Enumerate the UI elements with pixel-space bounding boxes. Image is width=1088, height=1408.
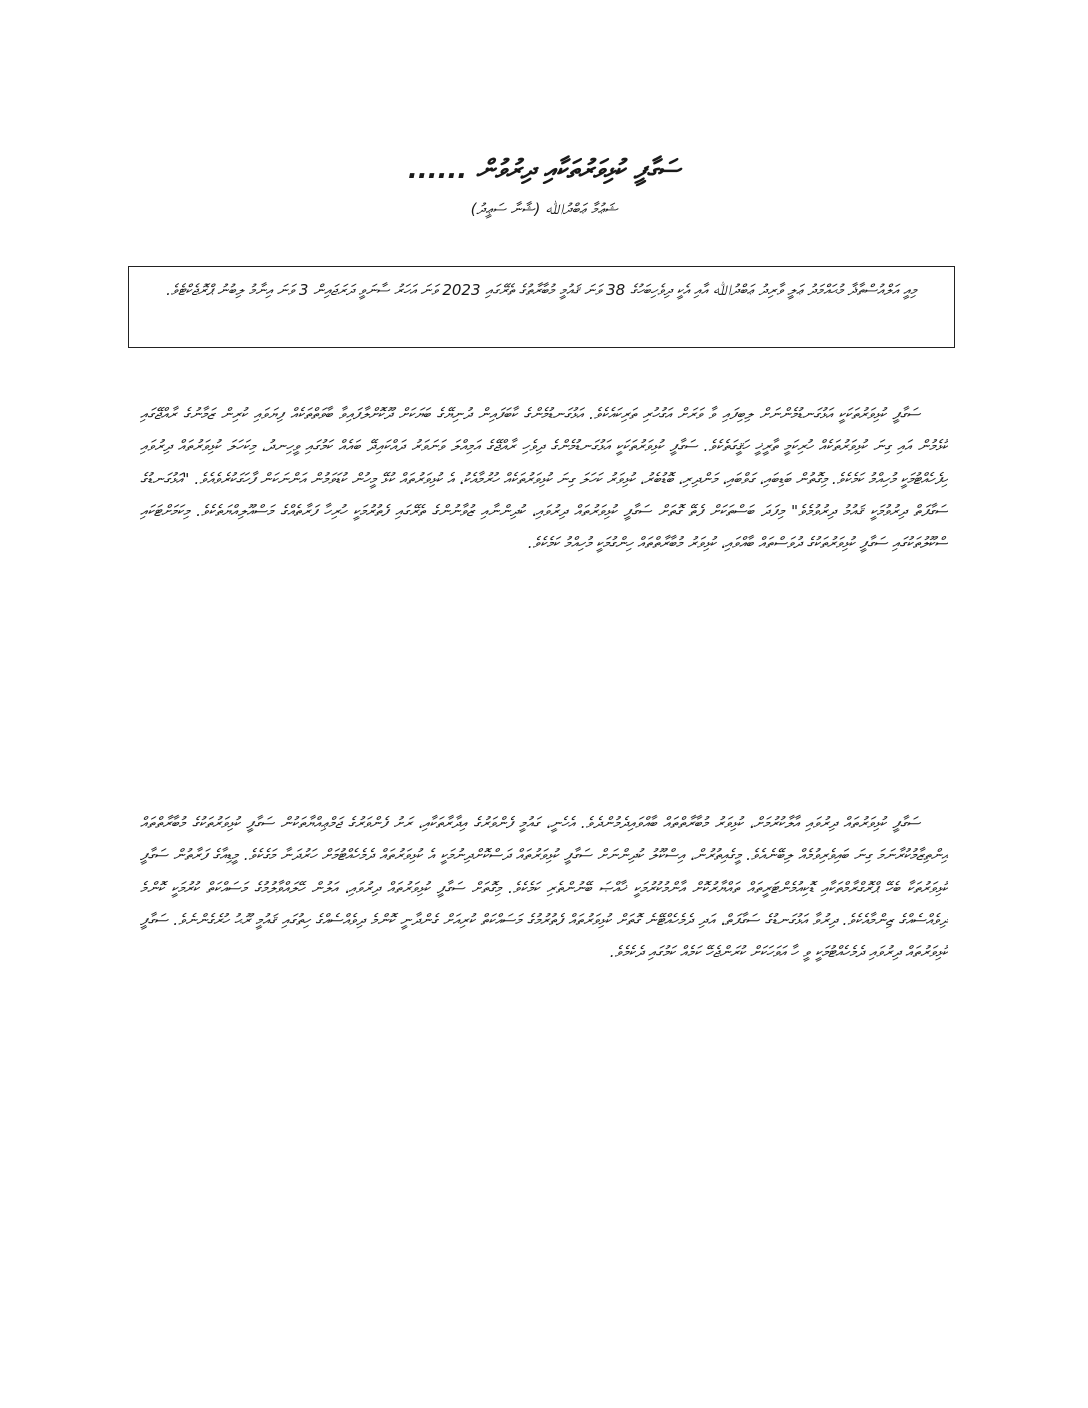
body-paragraph: ސަގާފީ ކުޅިވަރުތަކަކީ އަޅުގަނޑުމެންނަށް ލިބިފައި ވާ ވަރަށް އަގުހުރި ތަރިކައެކެވެ. އަޅުގަނޑުމެންގެ ކާބަފައިން ދުނިޔޭގެ ބަޔަކަށް ދޫކޮށްލާފައިވާ ބާވަތްތަކެއް ފިޔަވައި ކުރިން ޒަމާނުގެ ރާއްޖޭގައި ކުޅެމުން އައި ގިނަ ކުޅިވަރުތަކެއް ހުރިކަމީ ތާރީޚީ ހަޤީގަތެކެވެ. ސަގާފީ ކުޅިވަރުތަކަކީ އަޅުގަނޑުމެންގެ ދިވެހި ރާއްޖޭގެ އަމިއްލަ ވަނަވަރު ދައްކައިދޭ ބައެއް ކަމުގައި ވީހިނދު، މިކަހަލަ ކުޅިވަރުތައް ދިރުވައި ހިފެހެއްޓުމަކީ މުހިއްމު ކަމެކެވެ. މިގޮތުން ބަޑިބައި، ގަވްބައި، މަންދިރި، ބޮޑުބެރު، ކުޅިވަރު ކަހަލަ ގިނަ ކުޅިވަރުތަކެއް ހުރުމާއެކު، އެ ކުޅިވަރުތައް ކުޅޭ މީހުން ކުޑަވަމުން އަންނަކަން ފާހަގަކުރެވެއެވެ. "އަޅުގަނޑުގެ ސަގާފަތް ދިރުވުމަކީ ޤައުމު ދިރުވުމެވެ" މިފަދަ ބަސްތަކަށް ފެތޭ ގޮތަށް ސަގާފީ ކުޅިވަރުތައް ދިރުވައި، ކުދިންނާއި ޒުވާނުންގެ ތެރޭގައި ފެތުރުމަކީ ހުރިހާ ފަރާތެއްގެ މަސްއޫލިއްޔަތެކެވެ. މިކަމަށްޓަކައި ސްކޫލުތަކުގައި ސަގާފީ ކުޅިވަރުތަކުގެ ދުވަސްތައް ބާއްވައި، ކުޅިވަރު މުބާރާތްތައް ހިންގުމަކީ މުހިއްމު ކަމެކެވެ. — [140, 405, 948, 553]
article-title: ސަގާފީ ކުޅިވަރުތަކާއި ދިރުވުން ...... — [407, 155, 681, 185]
author-byline: ޝަޢުމާ ޢަބްދުﷲ (ޝާނާ ސަޢީދު) — [470, 200, 618, 218]
abstract-text: މިއީ އަލްއުސްތާޛާ މުޙައްމަދު ޢަލީ ވާރިދު ޢަބްދުﷲ އާއި އެކީ ދިވެހިބަހުގެ 38 ވަނަ ޤައުމީ މުބާރާތުގެ ތެރޭގައި 2023 ވަނަ އަހަރު ސާނަވީ ދަރަޖައިން 3 ވަނަ އިނާމު ލިބުނު ޕްރޮޖެކްޓެވެ. — [166, 281, 917, 299]
abstract-box — [128, 266, 955, 348]
body-paragraph: ސަގާފީ ކުޅިވަރުތައް ދިރުވައި އާލާކުރުމަށް، ކުޅިވަރު މުބާރާތްތައް ބާއްވައިދެމުންދެވެ. އެހެނީ، ގައުމީ ފެންވަރުގެ އިދާރާތަކާއި، ރަށު ފެންވަރުގެ ޖަމްޢިއްޔާތަކުން ސަގާފީ ކުޅިވަރުތަކުގެ މުބާރާތްތައް އިންތިޒާމުކުރާނަމަ ގިނަ ބައިވެރިވުމެއް ލިބޭނެއެވެ. މީގެއިތުރުން، އިސްކޫލު ކުދިންނަށް ސަގާފީ ކުޅިވަރުތައް ދަސްކޮށްދިނުމަކީ އެ ކުޅިވަރުތައް ދެމެހެއްޓުމަށް ހަރުދަނާ މަގެކެވެ. މީޑިއާގެ ފަރާތުން ސަގާފީ ކުޅިވަރުތަކާ ބެހޭ ޕްރޮގްރާމްތަކާއި ޑޮކިއުމެންޓަރީތައް ތައްޔާރުކޮށް އާންމުކުރުމަކީ ޚާއްޞަ ބޭނުންތެރި ކަމެކެވެ. މިގޮތަށް ސަގާފީ ކުޅިވަރުތައް ދިރުވައި، އަލުން ހޭލައްވާލުމުގެ މަސައްކަތް ކުރުމަކީ ކޮންމެ ދިވެއްސެއްގެ ޒިންމާއެކެވެ. ދިރުވާ އަޅުގަނޑުގެ ސަގާފަތް، އަދި ދެމެހެއްޓޭނެ ގޮތަށް ކުޅިވަރުތައް ފެތުރުމުގެ މަސައްކަތް ކުރިއަށް ގެންދާނީ ކޮންމެ ދިވެއްސެއްގެ ހިތުގައި ޤައުމީ ރޫޙު ހުރެގެންނެވެ. ސަގާފީ ކުޅިވަރުތައް ދިރުވައި ދެމެހެއްޓުމަކީ ވީ ހާ އަވަހަކަށް ކުރަންޖެހޭ ކަމެއް ކަމުގައި ދެކެމެވެ. — [140, 814, 948, 962]
